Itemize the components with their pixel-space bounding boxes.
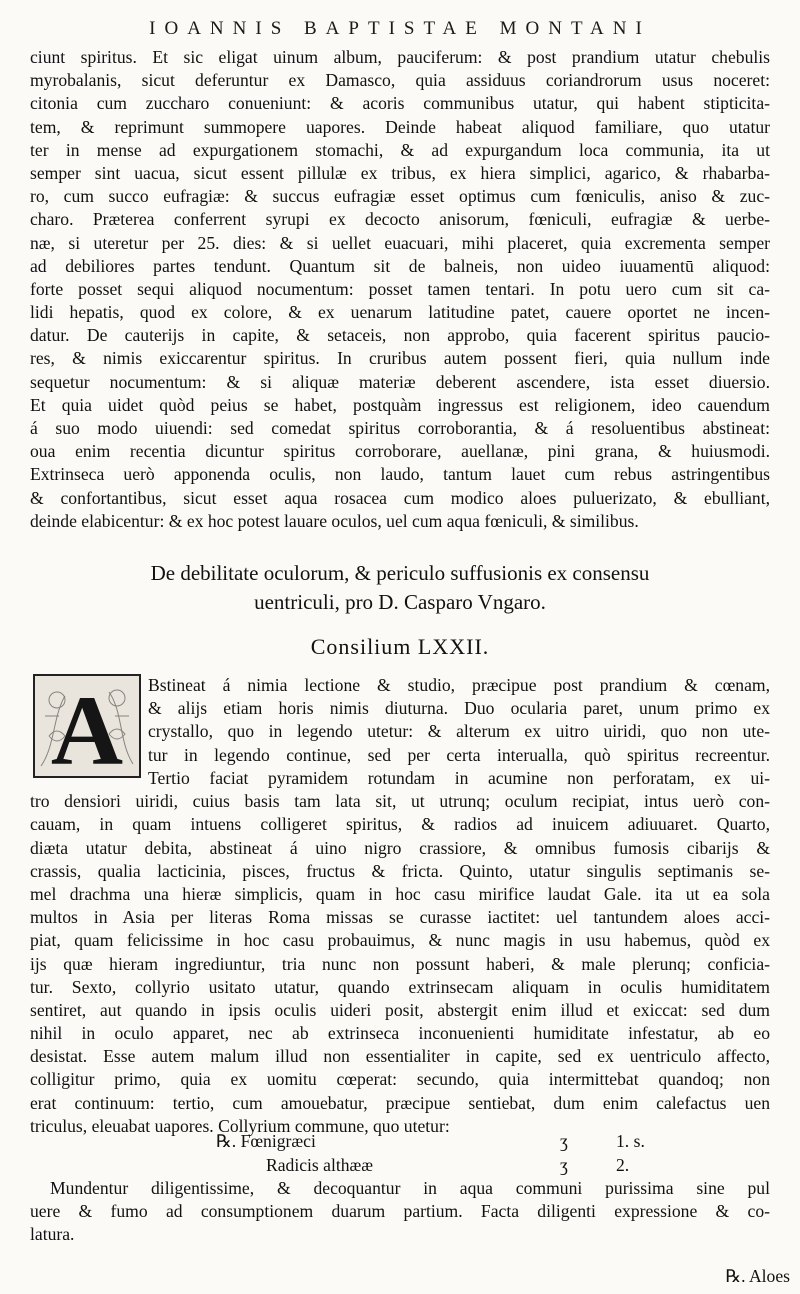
text-line: lidi hepatis, quod ex colore, & ex uenarum latitudine patet, cauere oportet ne incen- xyxy=(30,302,770,323)
text-line: cauam, in quam intuens colligeret spiritus, & radios ad inuicem adiuuaret. Quarto, xyxy=(30,814,770,835)
intro-paragraph xyxy=(30,46,770,533)
text-line: ro, cum succo eufragiæ: & succus eufragiæ esset optimus cum fœniculis, aniso & zuc- xyxy=(30,186,770,207)
text-line: multos in Asia per literas Roma missas se curasse iactitet: uel tantundem aloes acci- xyxy=(30,907,770,928)
text-line: datur. De cauterijs in capite, & setaceis, non approbo, quia facerent spiritus paucio- xyxy=(30,325,770,346)
text-line: piat, quam felicissime in hoc casu probauimus, & nunc magis in usu habemus, quòd ex xyxy=(30,930,770,951)
closing-paragraph xyxy=(30,1177,770,1247)
section-title-line: uentriculi, pro D. Casparo Vngaro. xyxy=(254,590,546,614)
text-line: tur. Sexto, collyrio usitato utatur, quando extrinsecam aliquam in oculis humiditatem xyxy=(30,976,770,997)
drachm-symbol: ʒ xyxy=(560,1155,568,1175)
text-line: & confortantibus, sicut esset aqua rosacea cum modico aloes puluerizato, & ebulliant, xyxy=(30,487,770,508)
text-line: Extrinseca uerò apponenda oculis, non laudo, tantum lauet cum rebus astringentibus xyxy=(30,464,770,485)
text-line: latura. xyxy=(30,1224,75,1245)
catchword: ℞. Aloes xyxy=(725,1266,790,1286)
drachm-symbol: ʒ xyxy=(560,1131,568,1151)
text-line: Bstineat á nimia lectione & studio, præcipue post prandium & cœnam, xyxy=(148,675,770,695)
text-line: colligitur primo, quia ex uomitu cœperat: secundo, quia intermittebat quandoq; non xyxy=(30,1069,770,1090)
text-line: res, & nimis exiccarentur spiritus. In cruribus autem possent fieri, quia nullum inde xyxy=(30,348,770,369)
text-line: desistat. Esse autem malum illud non essentialiter in capite, sed ex uentriculo affecto, xyxy=(30,1046,770,1067)
text-line: næ, si uteretur per 25. dies: & si uellet euacuari, mihi placeret, quia excrementa semper xyxy=(30,232,770,253)
recipe-row xyxy=(30,1153,770,1177)
text-line: sequetur nocumentum: & si aliquæ materiæ deberent ascendere, ista esset diuersio. xyxy=(30,371,770,392)
text-line: tur in legendo continue, sed per certa interualla, quò spiritus recreentur. xyxy=(148,744,770,765)
text-line: citonia cum zuccharo conueniunt: & acoris communibus utatur, qui habent stipticita- xyxy=(30,93,770,114)
text-line: uere & fumo ad consumptionem duarum partium. Facta diligenti expressione & co- xyxy=(30,1201,770,1222)
text-line: crassis, qualia lacticinia, pisces, fructus & fricta. Quinto, utatur singulis septimanis se- xyxy=(30,860,770,881)
text-line: erat continuum: tertio, cum amouebatur, præcipue sentiebat, dum enim calefactus uen xyxy=(30,1092,770,1113)
text-line: á suo modo uiuendi: sed comedat spiritus corroborantia, & á resoluentibus abstineat: xyxy=(30,418,770,438)
text-line: ad debiliores partes tendunt. Quantum sit de balneis, non uideo iuuamentū aliquod: xyxy=(30,255,770,276)
text-line: oua enim recentia dicuntur spiritus corroborare, auellanæ, pini grana, & huiusmodi. xyxy=(30,441,770,462)
text-line: mel drachma una hieræ simplicis, quam in hoc casu mirifice laudat Gale. ita ut ea sola xyxy=(30,883,770,904)
text-line: sentiret, aut quando in ipsis oculis uideri posit, abstergit enim illud et exiccat: sed dum xyxy=(30,999,770,1020)
text-line: nihil in oculo apparet, nec ab extrinseca inconuenienti humiditate infestatur, ab eo xyxy=(30,1023,770,1044)
recipe-ingredient: Radicis althææ xyxy=(266,1155,374,1175)
text-line: triculus, eleuabat uapores. Collyrium commune, quo utetur: xyxy=(30,1115,450,1136)
recipe-quantity: 1. s. xyxy=(616,1131,645,1151)
recipe-ingredient: ℞. Fœnigræci xyxy=(216,1131,316,1151)
text-line: Mundentur diligentissime, & decoquantur in aqua communi purissima sine pul xyxy=(50,1178,770,1198)
running-head: IOANNIS BAPTISTAE MONTANI xyxy=(149,18,651,39)
text-line: myrobalanis, sicut deferuntur ex Damasco, quia assiduus coriandrorum usus noceret: xyxy=(30,70,770,91)
text-line: Et quia uidet quòd peius se habet, postquàm ingressus est religionem, ideo cauendum xyxy=(30,394,770,415)
text-line: Tertio faciat pyramidem rotundam in acumine non perforatam, ex ui- xyxy=(148,768,770,788)
section-title-line: De debilitate oculorum, & periculo suffusionis ex consensu xyxy=(150,561,650,585)
text-line: semper sint uacua, sicut essent pillulæ ex tribus, ex hiera simplici, agarico, & rhabarba- xyxy=(30,162,770,183)
text-line: forte posset sequi aliquod nocumentum: posset tamen tentari. In potu uero cum sit ca- xyxy=(30,278,770,299)
text-line: crystallo, quo in legendo utetur: & alterum ex uitro uiridi, quo non ute- xyxy=(148,721,770,742)
initial-letter: A xyxy=(50,676,124,776)
text-line: tem, & reprimunt summopere uapores. Deinde habeat aliquod familiare, quo utatur xyxy=(30,116,770,137)
section-title xyxy=(40,559,760,617)
recipe-quantity: 2. xyxy=(616,1155,630,1175)
decorated-initial xyxy=(33,674,141,778)
text-line: & alijs etiam horis nimis diuturna. Duo ocularia paret, unum primo ex xyxy=(148,698,770,719)
text-line: ciunt spiritus. Et sic eligat uinum album, pauciferum: & post prandium utatur chebulis xyxy=(30,47,770,67)
recipe-row xyxy=(30,1129,770,1153)
main-paragraph xyxy=(30,767,770,1138)
text-line: charo. Præterea conferrent syrupi ex decocto anisorum, fœniculi, eufragiæ & uerbe- xyxy=(30,209,770,230)
text-line: ijs quæ hieram ingrediuntur, tria nunc non possunt haberi, & male plerunq; conficia- xyxy=(30,953,770,974)
woodcut-initial-icon xyxy=(35,676,139,776)
text-line: tro densiori uiridi, cuius basis tam lata sit, ut utrunq; oculum recipiat, intus uerò con- xyxy=(30,791,770,812)
consilium-heading: Consilium LXXII. xyxy=(310,634,490,659)
main-paragraph-opening xyxy=(148,674,770,767)
text-line: deinde elabicentur: & ex hoc potest lauare oculos, uel cum aqua fœniculi, & similibus. xyxy=(30,510,639,531)
text-line: diæta utatur debita, abstineat á uino nigro crassiore, & omnibus fumosis cibarijs & xyxy=(30,837,770,858)
recipe-list xyxy=(30,1129,770,1177)
text-line: ter in mense ad expurgationem stomachi, & ad expurgandum loca communia, ita ut xyxy=(30,139,770,160)
